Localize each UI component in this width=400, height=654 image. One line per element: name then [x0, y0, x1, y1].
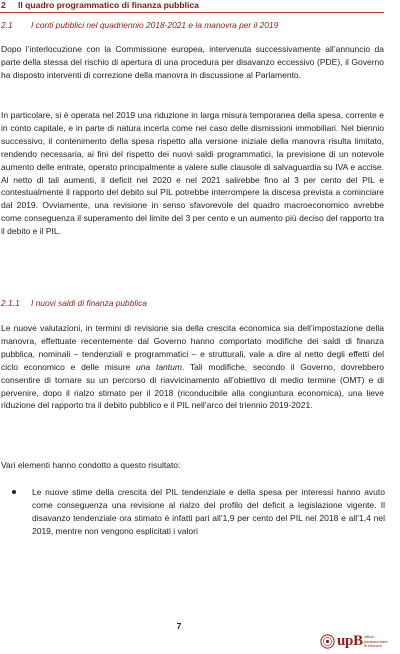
subsection-number: 2.1.1	[1, 298, 20, 308]
heading-rule	[0, 12, 384, 13]
upb-logo	[320, 633, 396, 653]
paragraph: Vari elementi hanno condotto a questo risultato:	[1, 460, 181, 470]
subsection-heading	[1, 298, 147, 308]
logo-subtitle-line: ufficio	[364, 634, 375, 639]
section-title: I conti pubblici nel quadriennio 2018-2021 e la manovra per il 2019	[31, 20, 279, 30]
seal-icon	[320, 634, 335, 649]
paragraph-text: . Tali modifiche, secondo il Governo, dovrebbero consentire di tornare su un percorso di riavvicinamento all’obiettivo di medio termine (OMT) e di pervenire, dopo il rialzo stimato per il 2018 (riconducibile alla congiuntura economica), una lieve riduzione del rapporto tra il debito pubblico e il PIL nell’arco del triennio 2019-2021.	[1, 361, 385, 411]
section-number: 2.1	[1, 20, 13, 30]
bullet-icon	[12, 490, 16, 494]
chapter-heading	[1, 0, 199, 10]
chapter-number: 2	[1, 0, 6, 10]
paragraph-text: Le nuove valutazioni, in termini di revisione sia della crescita economica sia dell’impostazione della manovra, effettuate recentemente dal Governo hanno comportato modifiche dei saldi di finanza pubblica, nominali – tendenziali e programmatici – e strutturali, vale a dire al netto degli effetti del ciclo economico e delle misure	[1, 323, 384, 372]
page-number: 7	[176, 621, 182, 631]
logo-subtitle	[364, 635, 396, 649]
list-item-text: Le nuove stime della crescita del PIL tendenziale e della spesa per interessi hanno avuto come conseguenza una revisione al rialzo del profilo del deficit a legislazione vigente. Il disavanzo tendenziale ora stimato è infatti pari all’1,9 per cento del PIL nel 2018 e all’1,4 nel 2019, mentre non vengono esplicitati i valori	[32, 487, 385, 536]
subsection-title: I nuovi saldi di finanza pubblica	[31, 298, 147, 308]
logo-mark: upB	[337, 633, 363, 649]
paragraph: In particolare, si è operata nel 2019 una riduzione in larga misura temporanea della spesa, corrente e in conto capitale, e in parte di natura incerta come nel caso delle dismissioni immobiliari. Nel biennio successivo, il contenimento della spesa rispetto alla versione iniziale della manovra risulta limitato, rendendo necessaria, ai fini del rispetto dei nuovi saldi programmatici, la previsione di un notevole aumento delle entrate, operato principalmente a valere sulle clausole di salvaguardia su IVA e accise. Al netto di tali aumenti, il deficit nel 2020 e nel 2021 salirebbe fino al 3 per cento del PIL e contestualmente il rapporto del debito sul PIL potrebbe interrompere la discesa prevista a cominciare dal 2019. Ovviamente, una revisione in senso sfavorevole del quadro macroeconomico avrebbe come conseguenza il superamento del limite del 3 per cento e un aumento più deciso del rapporto tra il debito e il PIL.	[1, 110, 384, 237]
section-heading	[1, 20, 278, 30]
paragraph: Dopo l’interlocuzione con la Commissione europea, intervenuta successivamente all’annuncio da parte della stessa del rischio di apertura di una procedura per disavanzo eccessivo (PDE), il Governo ha disposto interventi di correzione della manovra in discussione al Parlamento.	[1, 44, 384, 80]
logo-subtitle-line: parlamentare	[364, 638, 388, 644]
logo-subtitle-line: di bilancio	[364, 643, 382, 649]
italic-term: una tantum	[136, 361, 182, 372]
chapter-title: Il quadro programmatico di finanza pubblica	[18, 0, 199, 10]
paragraph	[1, 322, 384, 412]
